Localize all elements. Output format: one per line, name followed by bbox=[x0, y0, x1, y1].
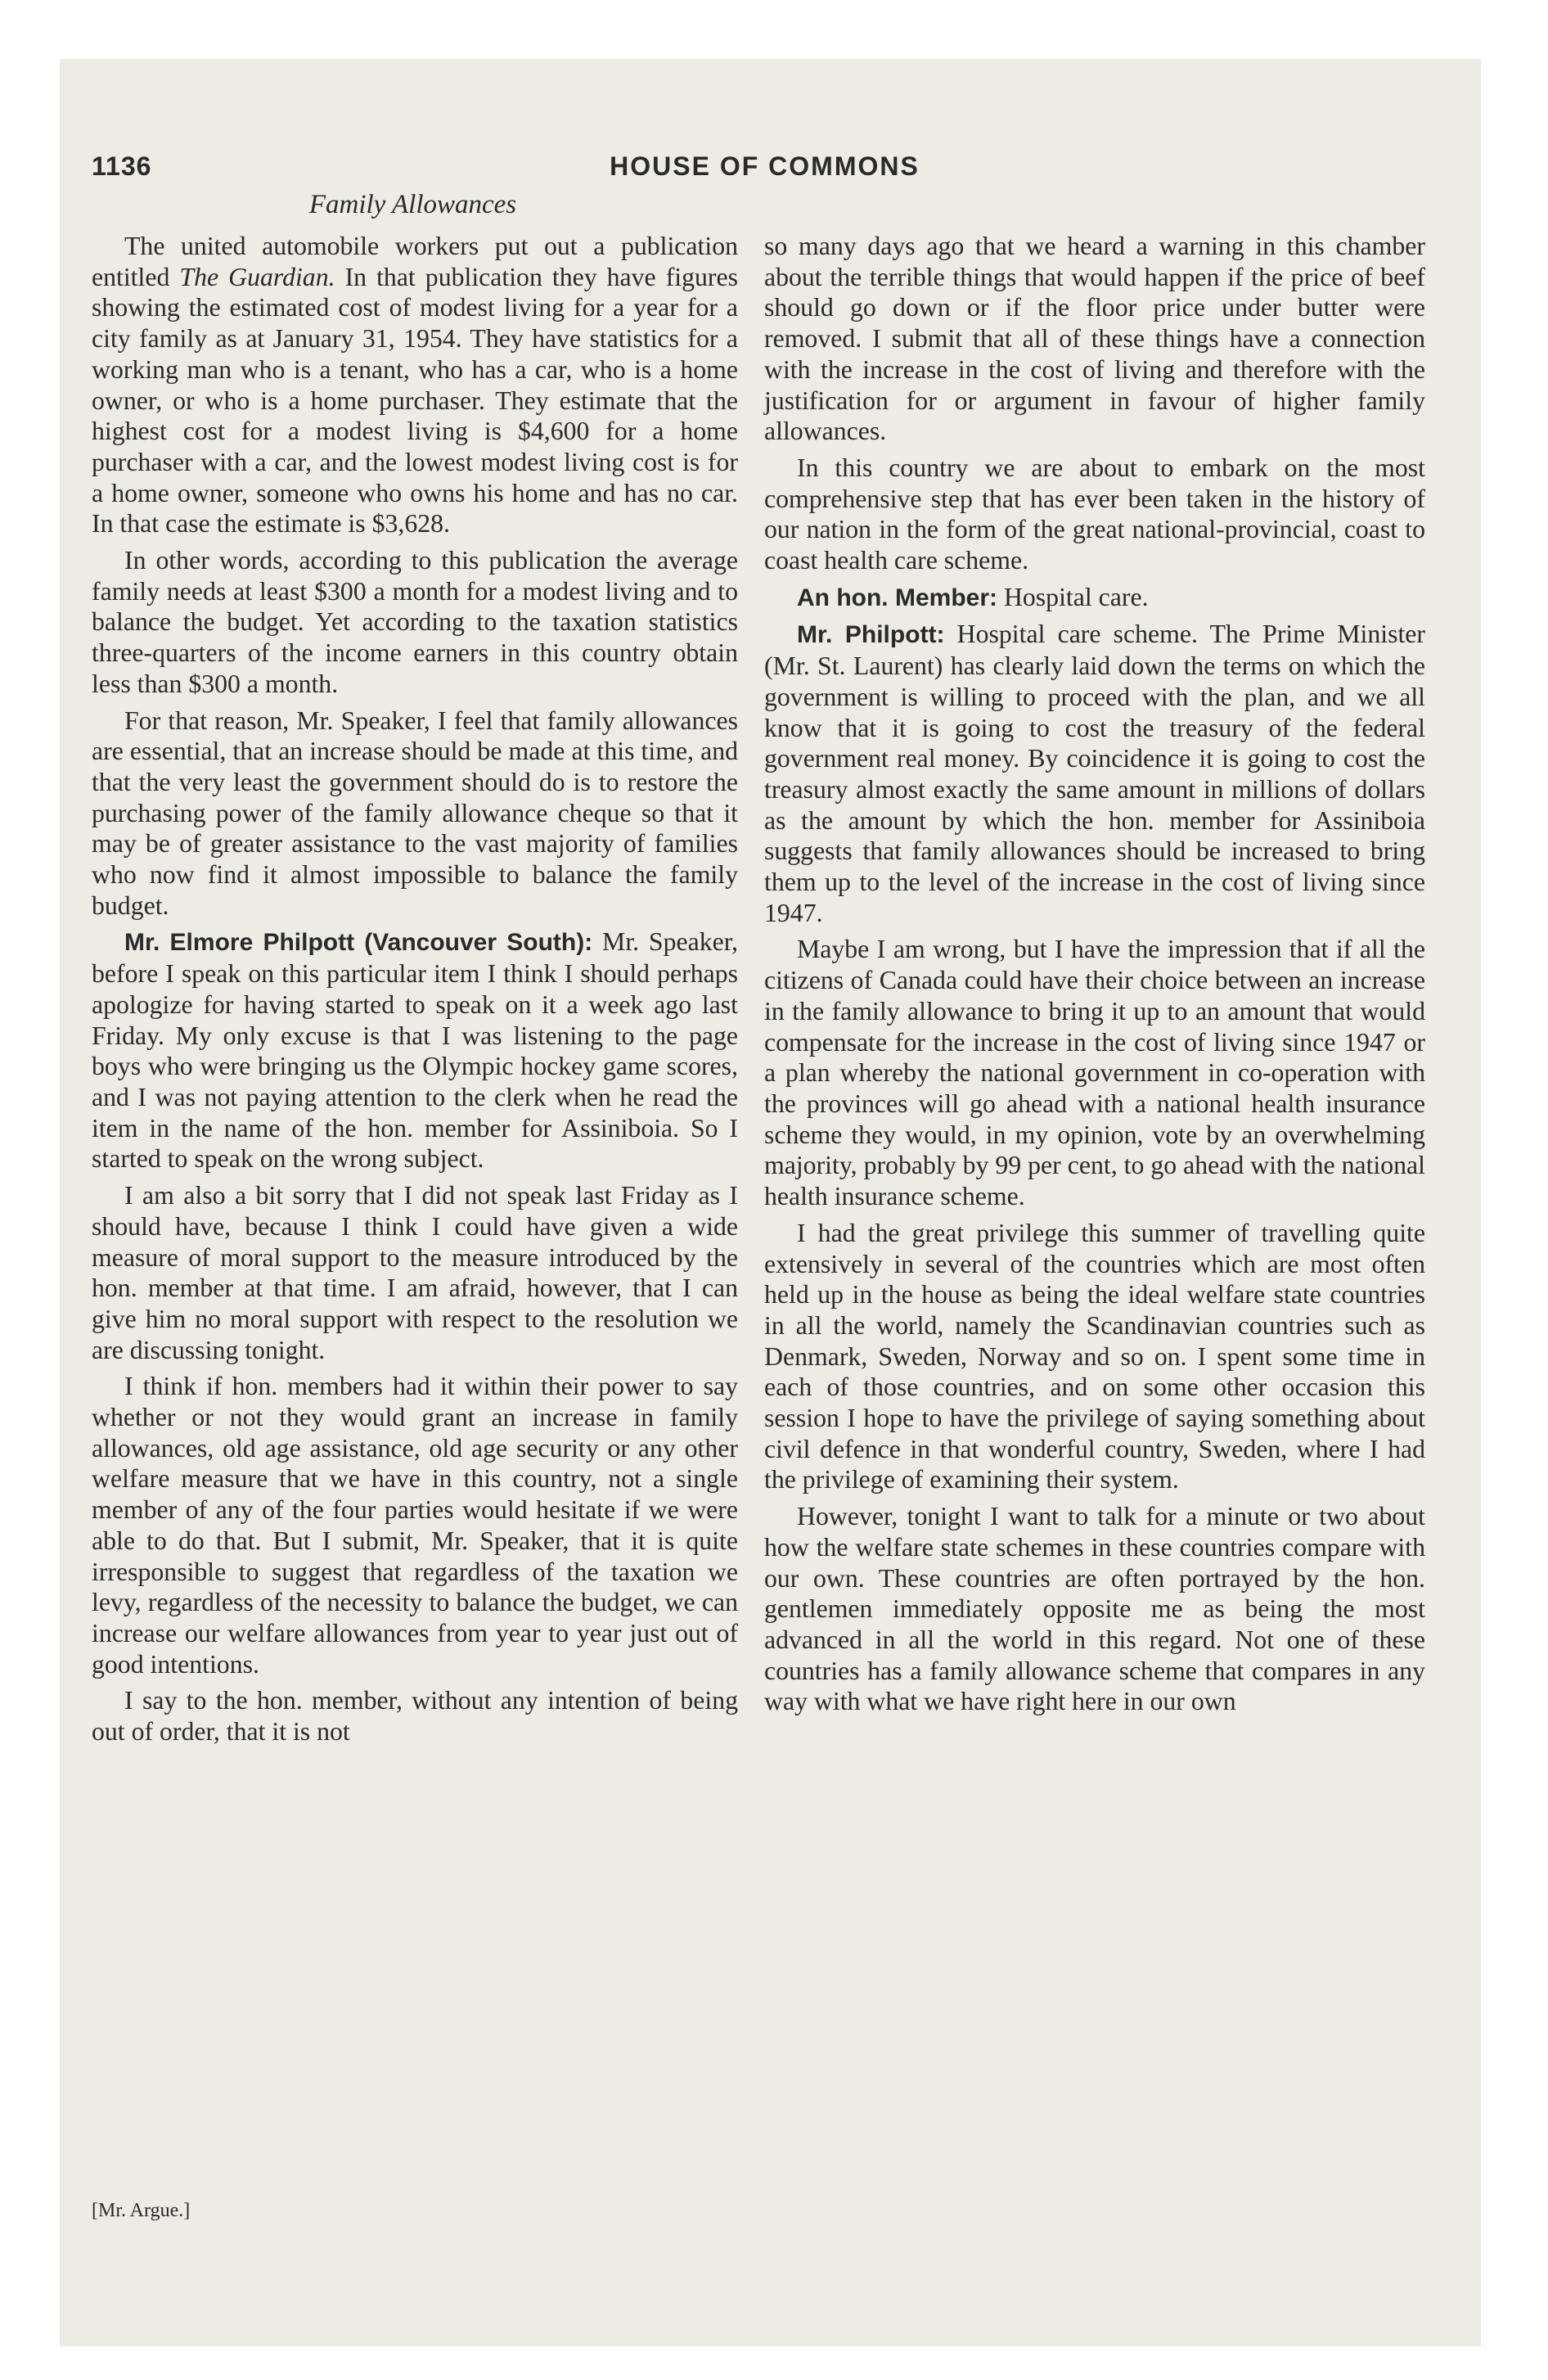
paragraph: I think if hon. members had it within their power to say whether or not they would grant an increase in family allowances, old age assistance, old age security or any other welfare measure that we have in this country, not a single member of any of the four parties would hesitate if we were able to do that. But I submit, Mr. Speaker, that it is quite irresponsible to suggest that regardless of the taxation we levy, regardless of the necessity to balance the budget, we can increase our welfare allowances from year to year just out of good intentions. bbox=[92, 1372, 738, 1679]
paragraph: However, tonight I want to talk for a minute or two about how the welfare state schemes in these countries compare with our own. These countries are often portrayed by the hon. gentlemen immediately opposite me as being the most advanced in all the world in this regard. Not one of these countries has a family allowance scheme that compares in any way with what we have right here in our own bbox=[764, 1502, 1425, 1716]
page-number: 1136 bbox=[92, 151, 152, 181]
left-column bbox=[92, 231, 738, 1753]
paragraph: Maybe I am wrong, but I have the impression that if all the citizens of Canada could have their choice between an increase in the family allowance to bring it up to an amount that would compensate for the increase in the cost of living since 1947 or a plan whereby the national government in co-operation with the provinces will go ahead with a national health insurance scheme they would, in my opinion, vote by an overwhelming majority, probably by 99 per cent, to go ahead with the national health insurance scheme. bbox=[764, 935, 1425, 1211]
paragraph: I am also a bit sorry that I did not speak last Friday as I should have, because I think I could have given a wide measure of moral support to the measure introduced by the hon. member at that time. I am afraid, however, that I can give him no moral support with respect to the resolution we are discussing tonight. bbox=[92, 1181, 738, 1364]
paragraph-text: Hospital care scheme. The Prime Minister (Mr. St. Laurent) has clearly laid down the terms on which the government is willing to proceed with the plan, and we all know that it is going to cost the treasury of the federal government real money. By coincidence it is going to cost the treasury almost exactly the same amount in millions of dollars as the amount by which the hon. member for Assiniboia suggests that family allowances should be increased to bring them up to the level of the increase in the cost of living since 1947. bbox=[764, 620, 1425, 927]
paragraph: For that reason, Mr. Speaker, I feel that family allowances are essential, that an increase should be made at this time, and that the very least the government should do is to restore the purchasing power of the family allowance cheque so that it may be of greater assistance to the vast majority of families who now find it almost impossible to balance the family budget. bbox=[92, 705, 738, 920]
section-title: Family Allowances bbox=[308, 190, 517, 219]
paragraph: so many days ago that we heard a warning in this chamber about the terrible things that would happen if the price of beef should go down or if the floor price under butter were removed. I submit that all of these things have a connection with the increase in the cost of living and therefore with the justification for or argument in favour of higher family allowances. bbox=[764, 232, 1425, 446]
paragraph: I say to the hon. member, without any intention of being out of order, that it is not bbox=[92, 1686, 738, 1747]
paragraph bbox=[764, 582, 1425, 614]
paragraph: In other words, according to this publication the average family needs at least $300 a month for a modest living and to balance the budget. Yet according to the taxation statistics three-quarters of the income earners in this country obtain less than $300 a month. bbox=[92, 546, 738, 698]
paragraph-text: In that publication they have figures showing the estimated cost of modest living for a year for a city family as at January 31, 1954. They have statistics for a working man who is a tenant, who has a car, who is a home owner, or who is a home purchaser. They estimate that the highest cost for a modest living is $4,600 for a home purchaser with a car, and the lowest modest living cost is for a home owner, someone who owns his home and has no car. In that case the estimate is $3,628. bbox=[92, 262, 738, 539]
paragraph-text: Mr. Speaker, before I speak on this particular item I think I should perhaps apologize for having started to speak on it a week ago last Friday. My only excuse is that I was listening to the page boys who were bringing us the Olympic hockey game scores, and I was not paying attention to the clerk when he read the item in the name of the hon. member for Assiniboia. So I started to speak on the wrong subject. bbox=[92, 927, 739, 1174]
paragraph: I had the great privilege this summer of travelling quite extensively in several of the countries which are most often held up in the house as being the ideal welfare state countries in all the world, namely the Scandinavian countries such as Denmark, Sweden, Norway and so on. I spent some time in each of those countries, and on some other occasion this session I hope to have the privilege of saying something about civil defence in that wonderful country, Sweden, where I had the privilege of examining their system. bbox=[764, 1218, 1425, 1494]
paragraph bbox=[92, 926, 738, 1174]
paragraph-text: Hospital care. bbox=[997, 582, 1149, 611]
footer-reference: [Mr. Argue.] bbox=[92, 2200, 191, 2221]
publication-title: The Guardian. bbox=[179, 262, 335, 291]
paragraph bbox=[764, 619, 1425, 928]
right-column bbox=[764, 231, 1425, 1723]
running-head: HOUSE OF COMMONS bbox=[610, 151, 920, 181]
speaker-name: An hon. Member: bbox=[797, 584, 997, 611]
paragraph bbox=[92, 231, 738, 539]
paragraph-text: The united automobile workers put out a publication entitled bbox=[92, 232, 738, 291]
speaker-name: Mr. Philpott: bbox=[797, 621, 945, 649]
paragraph: In this country we are about to embark on the most comprehensive step that has ever been taken in the history of our nation in the form of the great national-provincial, coast to coast health care scheme. bbox=[764, 453, 1425, 575]
speaker-name: Mr. Elmore Philpott (Vancouver South): bbox=[124, 929, 593, 957]
page-header bbox=[92, 151, 1438, 187]
